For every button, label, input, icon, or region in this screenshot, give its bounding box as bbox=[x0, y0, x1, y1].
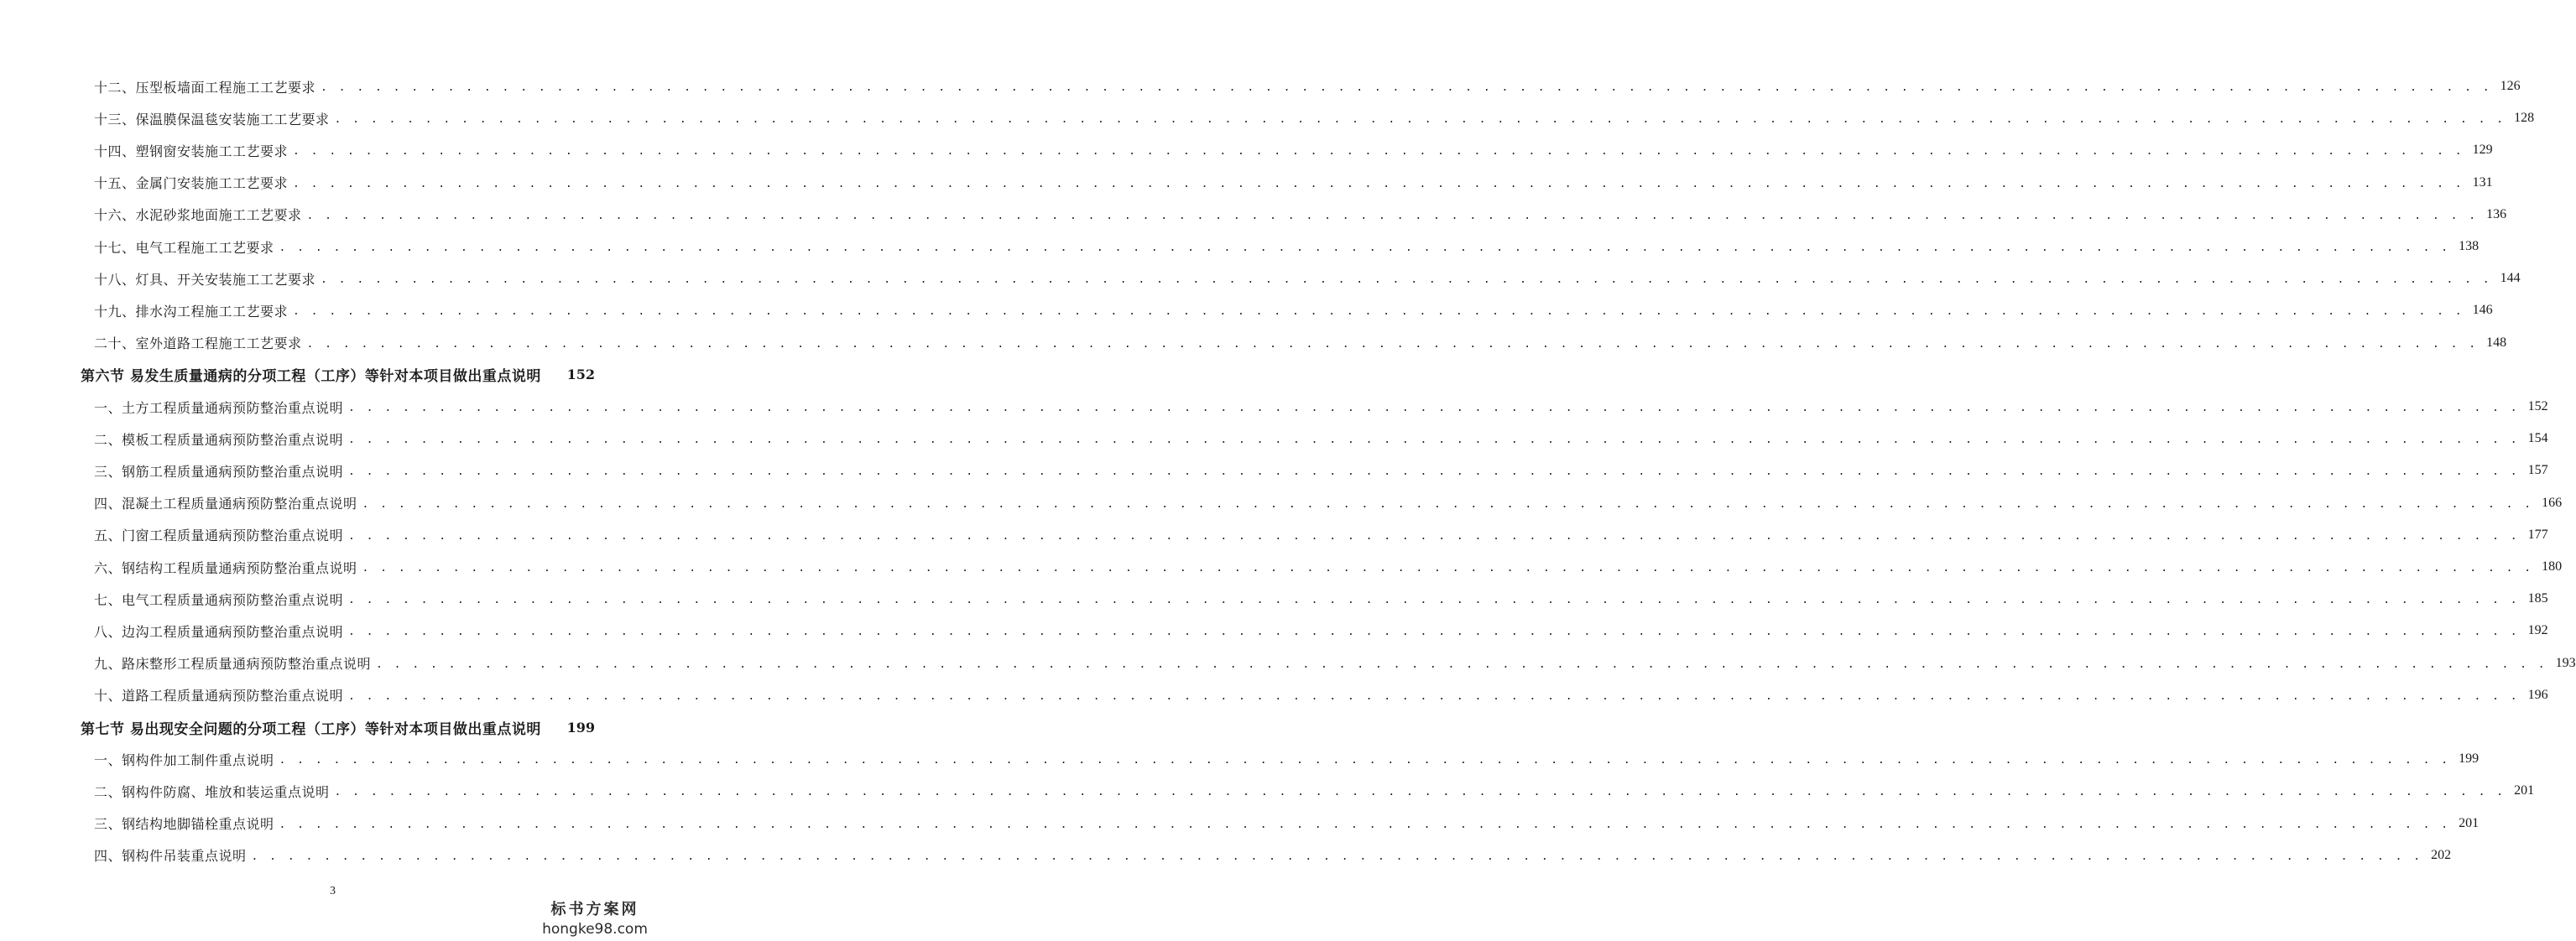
toc-entry-title: 四、钢构件吊装重点说明 bbox=[94, 848, 247, 865]
toc-entry[interactable] bbox=[0, 391, 2548, 423]
toc-entry-title: 一、土方工程质量通病预防整治重点说明 bbox=[94, 399, 344, 416]
toc-entry[interactable] bbox=[0, 327, 2507, 359]
toc-entry[interactable] bbox=[0, 840, 2452, 871]
toc-entry[interactable] bbox=[0, 615, 2548, 647]
toc-entry-page: 180 bbox=[2542, 559, 2563, 574]
toc-entry-page: 196 bbox=[2527, 687, 2548, 702]
toc-entry[interactable] bbox=[0, 487, 2563, 519]
toc-leader-dots: . . . . . . . . . . . . . . . . . . . . . . . . . . . . . . . . . . . . . . . . . . . . . . . . . . . . . . . . . . . . . . . . . . . . . . . . . . . . . . . . . . . . . . . . . . . . . . . . . . . . . . . . . . . . . . . . . . . . . . . . bbox=[306, 209, 2479, 222]
toc-entry-page: 177 bbox=[2527, 527, 2548, 542]
toc-entry-title: 十六、水泥砂浆地面施工工艺要求 bbox=[94, 207, 302, 224]
toc-leader-dots: . . . . . . . . . . . . . . . . . . . . . . . . . . . . . . . . . . . . . . . . . . . . . . . . . . . . . . . . . . . . . . . . . . . . . . . . . . . . . . . . . . . . . . . . . . . . . . . . . . . . . . . . . . . . . . . . . . . . . . . . bbox=[348, 626, 2520, 639]
toc-entry-title: 二十、室外道路工程施工工艺要求 bbox=[94, 335, 302, 352]
toc-entry[interactable] bbox=[0, 551, 2563, 583]
toc-leader-dots bbox=[546, 726, 562, 729]
toc-leader-dots: . . . . . . . . . . . . . . . . . . . . . . . . . . . . . . . . . . . . . . . . . . . . . . . . . . . . . . . . . . . . . . . . . . . . . . . . . . . . . . . . . . . . . . . . . . . . . . . . . . . . . . . . . . . . . . . . . . . . . . . . bbox=[334, 786, 2506, 799]
watermark bbox=[536, 897, 654, 938]
toc-entry[interactable] bbox=[0, 679, 2548, 711]
toc-entry-title: 七、电气工程质量通病预防整治重点说明 bbox=[94, 591, 344, 608]
toc-entry-page: 144 bbox=[2500, 271, 2521, 286]
toc-entry-title: 三、钢筋工程质量通病预防整治重点说明 bbox=[94, 463, 344, 480]
toc-entry-title: 十九、排水沟工程施工工艺要求 bbox=[94, 303, 289, 320]
toc-leader-dots: . . . . . . . . . . . . . . . . . . . . . . . . . . . . . . . . . . . . . . . . . . . . . . . . . . . . . . . . . . . . . . . . . . . . . . . . . . . . . . . . . . . . . . . . . . . . . . . . . . . . . . . . . . . . . . . . . . . . . . . . bbox=[348, 434, 2520, 447]
toc-entry-title: 二、钢构件防腐、堆放和装运重点说明 bbox=[94, 783, 330, 800]
toc-leader-dots: . . . . . . . . . . . . . . . . . . . . . . . . . . . . . . . . . . . . . . . . . . . . . . . . . . . . . . . . . . . . . . . . . . . . . . . . . . . . . . . . . . . . . . . . . . . . . . . . . . . . . . . . . . . . . . . . . . . . . . . . bbox=[362, 497, 2534, 511]
toc-entry-title: 八、边沟工程质量通病预防整治重点说明 bbox=[94, 623, 344, 640]
toc-entry-page: 136 bbox=[2486, 206, 2507, 221]
toc-entry[interactable] bbox=[0, 102, 2535, 134]
toc-entry-title: 十八、灯具、开关安装施工工艺要求 bbox=[94, 271, 316, 288]
toc-entry-title: 十三、保温膜保温毯安装施工工艺要求 bbox=[94, 111, 330, 127]
toc-entry-page: 192 bbox=[2527, 623, 2548, 638]
toc-entry-title: 十五、金属门安装施工工艺要求 bbox=[94, 175, 289, 192]
toc-entry-title: 一、钢构件加工制件重点说明 bbox=[94, 751, 274, 768]
toc-section-entry[interactable] bbox=[0, 711, 665, 743]
toc-entry-page: 199 bbox=[566, 719, 595, 736]
toc-entry[interactable] bbox=[0, 647, 2576, 679]
toc-entry-page: 131 bbox=[2472, 174, 2493, 190]
toc-entry[interactable] bbox=[0, 519, 2548, 551]
toc-entry[interactable] bbox=[0, 199, 2507, 231]
toc-entry-page: 148 bbox=[2486, 335, 2507, 350]
toc-leader-dots: . . . . . . . . . . . . . . . . . . . . . . . . . . . . . . . . . . . . . . . . . . . . . . . . . . . . . . . . . . . . . . . . . . . . . . . . . . . . . . . . . . . . . . . . . . . . . . . . . . . . . . . . . . . . . . . . . . . . . . . . bbox=[279, 818, 2451, 831]
toc-entry-page: 154 bbox=[2527, 431, 2548, 446]
toc-leader-dots: . . . . . . . . . . . . . . . . . . . . . . . . . . . . . . . . . . . . . . . . . . . . . . . . . . . . . . . . . . . . . . . . . . . . . . . . . . . . . . . . . . . . . . . . . . . . . . . . . . . . . . . . . . . . . . . . . . . . . . . . bbox=[348, 402, 2520, 414]
toc-entry-page: 138 bbox=[2459, 239, 2480, 253]
toc-entry[interactable] bbox=[0, 134, 2493, 166]
toc-entry[interactable] bbox=[0, 70, 2521, 102]
toc-entry[interactable] bbox=[0, 263, 2521, 294]
watermark-name: 标书方案网 bbox=[550, 901, 639, 918]
toc-entry[interactable] bbox=[0, 743, 2480, 775]
toc-leader-dots: . . . . . . . . . . . . . . . . . . . . . . . . . . . . . . . . . . . . . . . . . . . . . . . . . . . . . . . . . . . . . . . . . . . . . . . . . . . . . . . . . . . . . . . . . . . . . . . . . . . . . . . . . . . . . . . . . . . . . . . . bbox=[321, 81, 2492, 94]
toc-section-entry[interactable] bbox=[0, 359, 665, 391]
toc-leader-dots: . . . . . . . . . . . . . . . . . . . . . . . . . . . . . . . . . . . . . . . . . . . . . . . . . . . . . . . . . . . . . . . . . . . . . . . . . . . . . . . . . . . . . . . . . . . . . . . . . . . . . . . . . . . . . . . . . . . . . . . . bbox=[279, 754, 2451, 767]
watermark-url: hongke98.com bbox=[542, 921, 648, 938]
toc-entry-page: 152 bbox=[2527, 399, 2548, 413]
toc-leader-dots: . . . . . . . . . . . . . . . . . . . . . . . . . . . . . . . . . . . . . . . . . . . . . . . . . . . . . . . . . . . . . . . . . . . . . . . . . . . . . . . . . . . . . . . . . . . . . . . . . . . . . . . . . . . . . . . . . . . . . . . . bbox=[348, 689, 2520, 703]
toc-entry-page: 199 bbox=[2459, 751, 2480, 767]
toc-entry[interactable] bbox=[0, 775, 2535, 807]
toc-leader-dots: . . . . . . . . . . . . . . . . . . . . . . . . . . . . . . . . . . . . . . . . . . . . . . . . . . . . . . . . . . . . . . . . . . . . . . . . . . . . . . . . . . . . . . . . . . . . . . . . . . . . . . . . . . . . . . . . . . . . . . . . bbox=[334, 113, 2506, 127]
toc-leader-dots: . . . . . . . . . . . . . . . . . . . . . . . . . . . . . . . . . . . . . . . . . . . . . . . . . . . . . . . . . . . . . . . . . . . . . . . . . . . . . . . . . . . . . . . . . . . . . . . . . . . . . . . . . . . . . . . . . . . . . . . . bbox=[279, 242, 2451, 254]
toc-leader-dots: . . . . . . . . . . . . . . . . . . . . . . . . . . . . . . . . . . . . . . . . . . . . . . . . . . . . . . . . . . . . . . . . . . . . . . . . . . . . . . . . . . . . . . . . . . . . . . . . . . . . . . . . . . . . . . . . . . . . . . . . bbox=[321, 273, 2492, 287]
toc-entry-page: 166 bbox=[2542, 495, 2563, 510]
toc-leader-dots: . . . . . . . . . . . . . . . . . . . . . . . . . . . . . . . . . . . . . . . . . . . . . . . . . . . . . . . . . . . . . . . . . . . . . . . . . . . . . . . . . . . . . . . . . . . . . . . . . . . . . . . . . . . . . . . . . . . . . . . . bbox=[348, 465, 2520, 479]
toc-entry-page: 146 bbox=[2472, 303, 2493, 318]
toc-entry-page: 152 bbox=[566, 367, 595, 383]
toc-leader-dots: . . . . . . . . . . . . . . . . . . . . . . . . . . . . . . . . . . . . . . . . . . . . . . . . . . . . . . . . . . . . . . . . . . . . . . . . . . . . . . . . . . . . . . . . . . . . . . . . . . . . . . . . . . . . . . . . . . . . . . . . bbox=[348, 529, 2520, 543]
toc-entry-page: 201 bbox=[2514, 783, 2535, 798]
toc-entry-title: 九、路床整形工程质量通病预防整治重点说明 bbox=[94, 656, 372, 673]
toc-entry[interactable] bbox=[0, 423, 2548, 455]
toc-leader-dots: . . . . . . . . . . . . . . . . . . . . . . . . . . . . . . . . . . . . . . . . . . . . . . . . . . . . . . . . . . . . . . . . . . . . . . . . . . . . . . . . . . . . . . . . . . . . . . . . . . . . . . . . . . . . . . . . . . . . . . . . bbox=[348, 594, 2520, 607]
toc-entry-page: 202 bbox=[2431, 847, 2452, 862]
toc-entry-title: 三、钢结构地脚锚栓重点说明 bbox=[94, 816, 274, 833]
toc-entry-title: 十、道路工程质量通病预防整治重点说明 bbox=[94, 688, 344, 704]
toc-entry-page: 185 bbox=[2527, 591, 2548, 606]
toc-entry-page: 157 bbox=[2527, 463, 2548, 478]
toc-entry[interactable] bbox=[0, 167, 2493, 199]
toc-entry-page: 201 bbox=[2459, 815, 2480, 830]
toc-entry-page: 193 bbox=[2555, 655, 2576, 670]
toc-entry-title: 十二、压型板墙面工程施工工艺要求 bbox=[94, 79, 316, 96]
toc-leader-dots: . . . . . . . . . . . . . . . . . . . . . . . . . . . . . . . . . . . . . . . . . . . . . . . . . . . . . . . . . . . . . . . . . . . . . . . . . . . . . . . . . . . . . . . . . . . . . . . . . . . . . . . . . . . . . . . . . . . . . . . . bbox=[251, 850, 2423, 863]
toc-entry-title: 第七节 易出现安全问题的分项工程（工序）等针对本项目做出重点说明 bbox=[81, 720, 541, 738]
toc-leader-dots: . . . . . . . . . . . . . . . . . . . . . . . . . . . . . . . . . . . . . . . . . . . . . . . . . . . . . . . . . . . . . . . . . . . . . . . . . . . . . . . . . . . . . . . . . . . . . . . . . . . . . . . . . . . . . . . . . . . . . . . . bbox=[293, 145, 2464, 159]
page-number: 3 bbox=[330, 885, 336, 897]
toc-leader-dots bbox=[546, 373, 562, 376]
toc-entry-page: 126 bbox=[2500, 79, 2521, 93]
toc-entry-page: 129 bbox=[2472, 143, 2493, 158]
toc-entry[interactable] bbox=[0, 294, 2493, 326]
toc-entry-title: 第六节 易发生质量通病的分项工程（工序）等针对本项目做出重点说明 bbox=[81, 368, 541, 386]
toc-entry-title: 十七、电气工程施工工艺要求 bbox=[94, 239, 274, 256]
toc-entry-title: 十四、塑钢窗安装施工工艺要求 bbox=[94, 143, 289, 159]
toc-leader-dots: . . . . . . . . . . . . . . . . . . . . . . . . . . . . . . . . . . . . . . . . . . . . . . . . . . . . . . . . . . . . . . . . . . . . . . . . . . . . . . . . . . . . . . . . . . . . . . . . . . . . . . . . . . . . . . . . . . . . . . . . bbox=[376, 658, 2547, 671]
toc-leader-dots: . . . . . . . . . . . . . . . . . . . . . . . . . . . . . . . . . . . . . . . . . . . . . . . . . . . . . . . . . . . . . . . . . . . . . . . . . . . . . . . . . . . . . . . . . . . . . . . . . . . . . . . . . . . . . . . . . . . . . . . . bbox=[306, 337, 2479, 351]
toc-entry[interactable] bbox=[0, 455, 2548, 486]
toc-entry[interactable] bbox=[0, 231, 2480, 263]
toc-entry-title: 二、模板工程质量通病预防整治重点说明 bbox=[94, 431, 344, 448]
toc-leader-dots: . . . . . . . . . . . . . . . . . . . . . . . . . . . . . . . . . . . . . . . . . . . . . . . . . . . . . . . . . . . . . . . . . . . . . . . . . . . . . . . . . . . . . . . . . . . . . . . . . . . . . . . . . . . . . . . . . . . . . . . . bbox=[293, 305, 2464, 319]
toc-entry[interactable] bbox=[0, 808, 2480, 840]
toc-entry[interactable] bbox=[0, 583, 2548, 615]
toc-leader-dots: . . . . . . . . . . . . . . . . . . . . . . . . . . . . . . . . . . . . . . . . . . . . . . . . . . . . . . . . . . . . . . . . . . . . . . . . . . . . . . . . . . . . . . . . . . . . . . . . . . . . . . . . . . . . . . . . . . . . . . . . bbox=[362, 562, 2534, 574]
toc-entry-title: 五、门窗工程质量通病预防整治重点说明 bbox=[94, 528, 344, 544]
toc-entry-page: 128 bbox=[2514, 111, 2535, 126]
toc-entry-title: 六、钢结构工程质量通病预防整治重点说明 bbox=[94, 559, 357, 576]
toc-entry-title: 四、混凝土工程质量通病预防整治重点说明 bbox=[94, 496, 357, 512]
toc-leader-dots: . . . . . . . . . . . . . . . . . . . . . . . . . . . . . . . . . . . . . . . . . . . . . . . . . . . . . . . . . . . . . . . . . . . . . . . . . . . . . . . . . . . . . . . . . . . . . . . . . . . . . . . . . . . . . . . . . . . . . . . . bbox=[293, 177, 2464, 190]
